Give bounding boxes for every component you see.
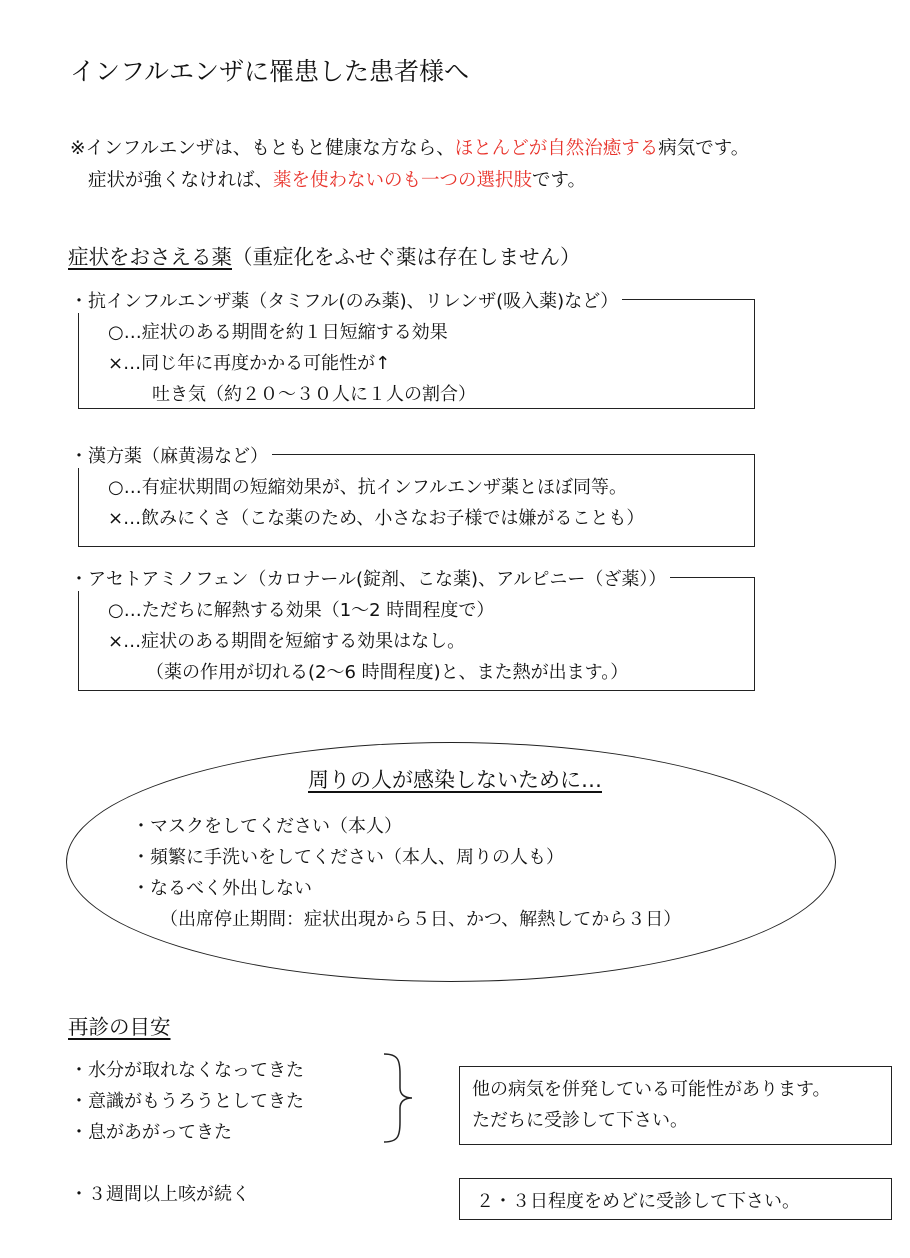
prevention-heading-text: 周りの人が感染しないために… <box>308 768 602 792</box>
kampo-drawback: ×…飲みにくさ（こな薬のため、小さなお子様では嫌がることも） <box>108 508 645 529</box>
antiviral-side-effect: 吐き気（約２０～３０人に１人の割合） <box>152 384 476 405</box>
page-title: インフルエンザに罹患した患者様へ <box>70 57 470 86</box>
acetaminophen-note: （薬の作用が切れる(2～6 時間程度)と、また熱が出ます。） <box>146 662 629 683</box>
intro-line-1-suffix: 病気です。 <box>658 138 750 159</box>
revisit-heading: 再診の目安 <box>68 1015 171 1039</box>
revisit-symptom-breathing: ・息があがってきた <box>70 1122 232 1143</box>
right-brace-icon <box>380 1050 420 1146</box>
revisit-symptom-consciousness: ・意識がもうろうとしてきた <box>70 1091 304 1112</box>
medicine-heading-note: （重症化をふせぐ薬は存在しません） <box>232 245 581 269</box>
revisit-urgent-line-2: ただちに受診して下さい。 <box>472 1110 688 1131</box>
revisit-urgent-message-box <box>459 1066 892 1145</box>
intro-line-2-prefix: 症状が強くなければ、 <box>88 170 274 191</box>
antiviral-label-name: ・抗インフルエンザ薬 <box>70 291 250 312</box>
kampo-label <box>70 442 272 468</box>
prevention-item-handwash: ・頻繁に手洗いをしてください（本人、周りの人も） <box>132 847 564 868</box>
prevention-item-suspension-period: （出席停止期間：症状出現から５日、かつ、解熱してから３日） <box>160 909 682 930</box>
kampo-label-name: ・漢方薬 <box>70 446 142 467</box>
antiviral-benefit: ○…症状のある期間を約１日短縮する効果 <box>108 322 448 343</box>
kampo-benefit: ○…有症状期間の短縮効果が、抗インフルエンザ薬とほぼ同等。 <box>108 477 627 498</box>
acetaminophen-label-name: ・アセトアミノフェン <box>70 569 249 590</box>
prevention-item-mask: ・マスクをしてください（本人） <box>132 816 402 837</box>
revisit-symptom-fluid: ・水分が取れなくなってきた <box>70 1060 304 1081</box>
intro-line-1 <box>70 134 749 160</box>
intro-line-2-suffix: です。 <box>532 170 587 191</box>
revisit-urgent-line-1: 他の病気を併発している可能性があります。 <box>472 1079 831 1100</box>
acetaminophen-benefit: ○…ただちに解熱する効果（1～2 時間程度で） <box>108 600 495 621</box>
intro-line-2 <box>88 166 586 192</box>
antiviral-drawback: ×…同じ年に再度かかる可能性が↑ <box>108 353 391 374</box>
intro-line-1-highlight: ほとんどが自然治癒する <box>454 138 659 159</box>
prevention-heading <box>0 764 910 794</box>
revisit-symptom-cough: ・３週間以上咳が続く <box>70 1184 250 1205</box>
revisit-routine-message-box <box>459 1178 892 1220</box>
prevention-item-stay-home: ・なるべく外出しない <box>132 878 312 899</box>
intro-line-1-prefix: ※インフルエンザは、もともと健康な方なら、 <box>70 138 455 159</box>
medicine-heading-text: 症状をおさえる薬 <box>68 245 232 269</box>
acetaminophen-label-note: （カロナール(錠剤、こな薬)、アルピニー（ざ薬）） <box>248 569 667 590</box>
antiviral-label-note: （タミフル(のみ薬)、リレンザ(吸入薬)など） <box>249 291 619 312</box>
acetaminophen-label <box>70 565 670 591</box>
revisit-routine-message: ２・３日程度をめどに受診して下さい。 <box>476 1191 800 1212</box>
medicine-section-heading <box>68 240 581 270</box>
kampo-label-note: （麻黄湯など） <box>142 446 268 467</box>
acetaminophen-drawback: ×…症状のある期間を短縮する効果はなし。 <box>108 631 466 652</box>
intro-line-2-highlight: 薬を使わないのも一つの選択肢 <box>273 170 533 191</box>
antiviral-label <box>70 287 622 313</box>
